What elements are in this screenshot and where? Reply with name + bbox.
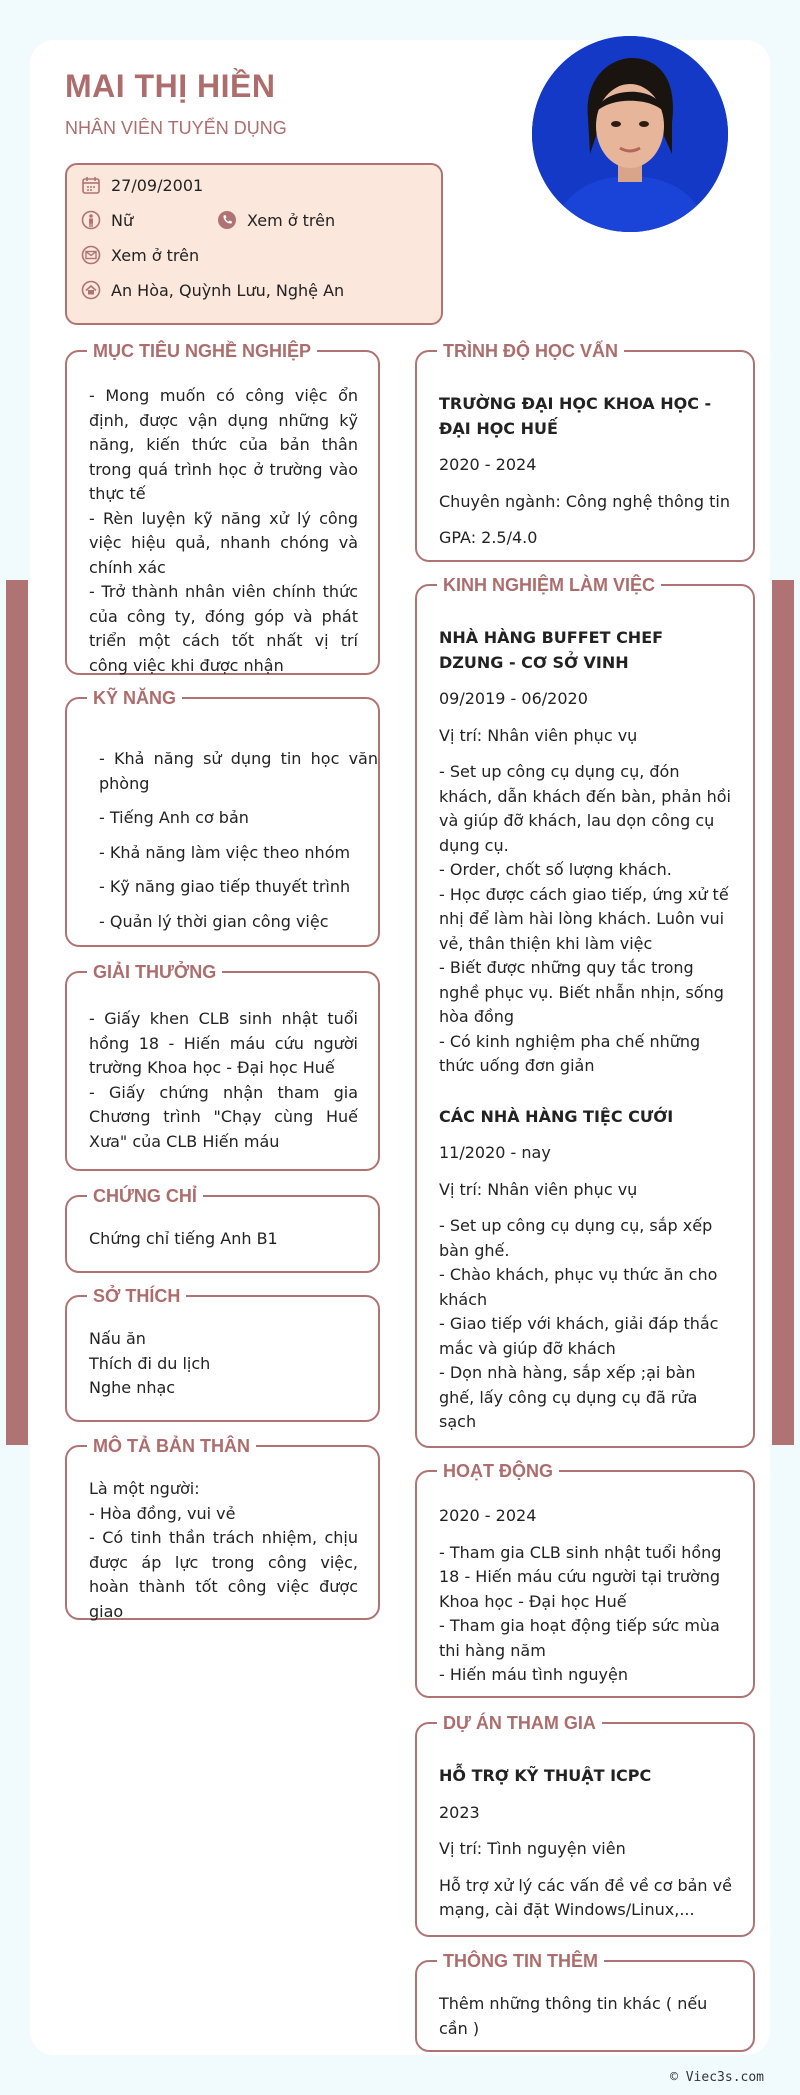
job-duty: - Biết được những quy tắc trong nghề phục vụ. Biết nhẫn nhịn, sống hòa đồng <box>439 958 724 1026</box>
skill-item: - Kỹ năng giao tiếp thuyết trình <box>99 877 351 896</box>
job-company: NHÀ HÀNG BUFFET CHEF DZUNG - CƠ SỞ VINH <box>439 628 664 672</box>
award-line: - Giấy khen CLB sinh nhật tuổi hồng 18 - Hiến máu cứu người trường Khoa học - Đại học Huế <box>89 1009 358 1077</box>
extra-info-text: Thêm những thông tin khác ( nếu cần ) <box>439 1994 708 2038</box>
gender-row <box>81 210 133 230</box>
phone-row <box>217 210 335 230</box>
candidate-name: MAI THỊ HIỀN <box>65 68 276 104</box>
hobbies-title: SỞ THÍCH <box>87 1285 186 1307</box>
job-company: CÁC NHÀ HÀNG TIỆC CƯỚI <box>439 1106 674 1126</box>
birthday-row <box>81 175 203 195</box>
project-year: 2023 <box>439 1802 480 1822</box>
job-period: 11/2020 - nay <box>439 1143 551 1162</box>
address-row <box>81 280 344 300</box>
home-icon <box>81 280 101 300</box>
gender-icon <box>81 210 101 230</box>
certificates-card <box>65 1186 380 1273</box>
skills-card <box>65 688 380 947</box>
right-decor-band <box>772 580 794 1445</box>
skill-item: - Khả năng làm việc theo nhóm <box>99 842 351 862</box>
education-major: Chuyên ngành: Công nghệ thông tin <box>439 491 731 511</box>
experience-card <box>415 575 755 1448</box>
awards-card <box>65 962 380 1171</box>
mail-icon <box>81 245 101 265</box>
activities-title: HOẠT ĐỘNG <box>437 1460 559 1482</box>
objective-line: - Rèn luyện kỹ năng xử lý công việc hiệu quả, nhanh chóng và chính xác <box>89 508 358 577</box>
school-name: TRƯỜNG ĐẠI HỌC KHOA HỌC - ĐẠI HỌC HUẾ <box>439 394 712 438</box>
certificates-title: CHỨNG CHỈ <box>87 1185 203 1207</box>
activity-line: - Hiến máu tình nguyện <box>439 1665 628 1684</box>
email-row <box>81 245 199 265</box>
skill-item: - Khả năng sử dụng tin học văn phòng <box>99 749 378 793</box>
job-period: 09/2019 - 06/2020 <box>439 689 588 708</box>
job-duty: - Học được cách giao tiếp, ứng xử tế nhị để làm hài lòng khách. Luôn vui vẻ, thân thiện khi làm việc <box>439 884 729 953</box>
hobby-item: Nấu ăn <box>89 1329 146 1348</box>
about-line: - Có tinh thần trách nhiệm, chịu được áp lực trong công việc, hoàn thành tốt công việc được giao <box>89 1528 358 1621</box>
skill-item: - Tiếng Anh cơ bản <box>99 808 249 827</box>
projects-title: DỰ ÁN THAM GIA <box>437 1712 602 1734</box>
birthday-value: 27/09/2001 <box>111 175 204 195</box>
personal-info-box <box>65 163 443 325</box>
objective-title: MỤC TIÊU NGHỀ NGHIỆP <box>87 340 317 362</box>
job-position: Vị trí: Nhân viên phục vụ <box>439 725 638 745</box>
education-gpa: GPA: 2.5/4.0 <box>439 528 538 547</box>
address-value: An Hòa, Quỳnh Lưu, Nghệ An <box>111 280 345 300</box>
hobby-item: Nghe nhạc <box>89 1378 176 1397</box>
certificate-item: Chứng chỉ tiếng Anh B1 <box>89 1229 278 1248</box>
about-line: - Hòa đồng, vui vẻ <box>89 1503 236 1523</box>
activity-line: - Tham gia CLB sinh nhật tuổi hồng 18 - Hiến máu cứu người tại trường Khoa học - Đại học Huế <box>439 1542 722 1611</box>
award-line: - Giấy chứng nhận tham gia Chương trình "Chạy cùng Huế Xưa" của CLB Hiến máu <box>89 1082 358 1151</box>
skills-title: KỸ NĂNG <box>87 687 182 709</box>
job-duty: - Set up công cụ dụng cụ, đón khách, dẫn khách đến bàn, phản hồi và giúp đỡ khách, lau dọn công cụ dụng cụ. <box>439 762 731 855</box>
job-title: NHÂN VIÊN TUYỂN DỤNG <box>65 118 287 138</box>
job-position: Vị trí: Nhân viên phục vụ <box>439 1179 638 1199</box>
job-duty: - Giao tiếp với khách, giải đáp thắc mắc và giúp đỡ khách <box>439 1314 719 1358</box>
project-name: HỖ TRỢ KỸ THUẬT ICPC <box>439 1766 652 1785</box>
activity-line: - Tham gia hoạt động tiếp sức mùa thi hàng năm <box>439 1616 720 1660</box>
projects-card <box>415 1713 755 1937</box>
activities-period: 2020 - 2024 <box>439 1506 537 1525</box>
objective-line: - Trở thành nhân viên chính thức của công ty, đóng góp và phát triển một cách tốt nhất vị trí công việc khi được nhận <box>89 582 358 675</box>
about-line: Là một người: <box>89 1479 200 1498</box>
experience-title: KINH NGHIỆM LÀM VIỆC <box>437 574 661 596</box>
activities-card <box>415 1461 755 1698</box>
job-duty: - Chào khách, phục vụ thức ăn cho khách <box>439 1265 718 1309</box>
gender-value: Nữ <box>111 210 134 230</box>
job-duty: - Set up công cụ dụng cụ, sắp xếp bàn ghế. <box>439 1216 713 1260</box>
calendar-icon <box>81 175 101 195</box>
phone-icon <box>217 210 237 230</box>
about-card <box>65 1436 380 1621</box>
about-title: MÔ TẢ BẢN THÂN <box>87 1435 256 1457</box>
hobby-item: Thích đi du lịch <box>89 1353 211 1373</box>
job-duty: - Dọn nhà hàng, sắp xếp ;ại bàn ghế, lấy công cụ dụng cụ đã rửa sạch <box>439 1363 698 1431</box>
footer-watermark: © Viec3s.com <box>670 2070 764 2085</box>
project-description: Hỗ trợ xử lý các vấn đề về cơ bản về mạng, cài đặt Windows/Linux,... <box>439 1875 732 1919</box>
objective-line: - Mong muốn có công việc ổn định, được vận dụng những kỹ năng, kiến thức của bản thân trong quá trình học ở trường vào thực tế <box>89 386 358 503</box>
skill-item: - Quản lý thời gian công việc <box>99 911 329 931</box>
extra-info-title: THÔNG TIN THÊM <box>437 1950 604 1972</box>
education-title: TRÌNH ĐỘ HỌC VẤN <box>437 340 624 362</box>
profile-photo <box>532 36 728 232</box>
job-duty: - Có kinh nghiệm pha chế những thức uống đơn giản <box>439 1031 701 1075</box>
project-position: Vị trí: Tình nguyện viên <box>439 1839 626 1858</box>
left-decor-band <box>6 580 28 1445</box>
phone-value: Xem ở trên <box>247 210 336 230</box>
extra-info-card <box>415 1951 755 2052</box>
job-duty: - Order, chốt số lượng khách. <box>439 860 672 879</box>
email-value: Xem ở trên <box>111 245 200 265</box>
objective-card <box>65 341 380 675</box>
education-period: 2020 - 2024 <box>439 455 537 474</box>
education-card <box>415 341 755 562</box>
awards-title: GIẢI THƯỞNG <box>87 961 222 983</box>
hobbies-card <box>65 1286 380 1422</box>
